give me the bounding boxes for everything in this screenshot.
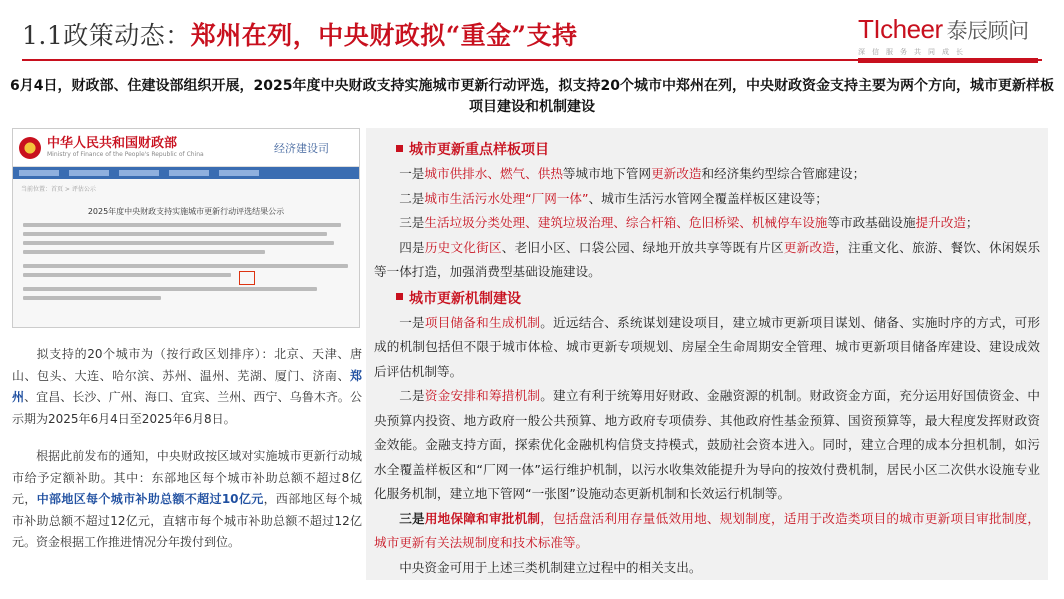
lead-summary: 6月4日，财政部、住建设部组织开展，2025年度中央财政支持实施城市更新行动评选，拟支持20个城市中郑州在列，中央财政资金支持主要为两个方向，城市更新样板项目建设和机制建设 (10, 78, 1054, 115)
logo-sub: 深信服务共同成长 (858, 48, 970, 56)
subsidy-paragraph: 根据此前发布的通知，中央财政按区域对实施城市更新行动城市给予定额补助。其中：东部地区每个城市补助总额不超过8亿元，中部地区每个城市补助总额不超过10亿元，西部地区每个城市补助总额不超过12亿元，直辖市每个城市补助总额不超过12亿元。资金根据工作推进情况分年拨付到位。 (12, 449, 362, 549)
ministry-name-en: Ministry of Finance of the People's Republic of China (47, 151, 204, 158)
section-heading-pilot-projects: 城市更新重点样板项目 (374, 138, 1040, 162)
ministry-section: 经济建设司 (274, 141, 329, 155)
ministry-nav (13, 167, 359, 179)
ministry-breadcrumb: 当前位置：首页 > 评估公示 (21, 186, 96, 193)
pilot-item-1: 一是城市供排水、燃气、供热等城市地下管网更新改造和经济集约型综合管廊建设； (399, 166, 866, 181)
bullet-square-icon (396, 293, 403, 300)
mechanism-item-1: 一是项目储备和生成机制。近远结合、系统谋划建设项目，建立城市更新项目谋划、储备、实施时序的方式，可形成的机制包括但不限于城市体检、城市更新专项规划、房屋全生命周期安全管理、城市更新项目储备库建设、建设成效后评估机制等。 (374, 314, 1041, 379)
pilot-item-3: 三是生活垃圾分类处理、建筑垃圾治理、综合杆箱、危旧桥梁、机械停车设施等市政基础设施提升改造； (399, 215, 979, 230)
title-main: 郑州在列，中央财政拟“重金”支持 (190, 21, 578, 50)
header (0, 0, 1064, 64)
notice-title: 2025年度中央财政支持实施城市更新行动评选结果公示 (87, 207, 285, 216)
section-heading-mechanisms: 城市更新机制建设 (374, 287, 1040, 311)
policy-panel (366, 128, 1048, 580)
ministry-name: 中华人民共和国财政部 (47, 136, 178, 151)
zhengzhou-highlight-box (239, 271, 255, 285)
logo-cn: 泰辰顾问 (946, 19, 1029, 43)
pilot-item-4: 四是历史文化街区、老旧小区、口袋公园、绿地开放共享等既有片区更新改造，注重文化、旅游、餐饮、休闲娱乐等一体打造，加强消费型基础设施建设。 (374, 239, 1041, 279)
zhengzhou-highlight: 郑州 (12, 368, 362, 404)
title-number: 1.1政策动态： (22, 21, 191, 50)
page-title (22, 16, 578, 52)
national-emblem-icon (19, 137, 41, 159)
ministry-screenshot (12, 128, 360, 328)
pilot-item-2: 二是城市生活污水处理“厂网一体”、城市生活污水管网全覆盖样板区建设等； (399, 190, 828, 206)
brand-logo (858, 14, 1048, 60)
mechanism-note: 中央资金可用于上述三类机制建立过程中的相关支出。 (399, 559, 702, 575)
bullet-square-icon (396, 145, 403, 152)
header-rule-accent (858, 58, 1038, 63)
mechanism-item-2: 二是资金安排和筹措机制。建立有利于统筹用好财政、金融资源的机制。财政资金方面，充分运用好国债资金、中央预算内投资、地方政府一般公共预算、地方政府专项债券、其他政府性基金预算、国资预算等，最大程度发挥财政资金效能。金融支持方面，探索优化金融机构信贷支持模式，鼓励社会资本进入。同时，建立合理的成本分担机制，如污水全覆盖样板区和“厂网一体”运行维护机制，以污水收集效能提升为导向的按效付费机制，居民小区二次供水设施专业化服务机制，建立地下管网“一张图”设施动态更新机制和长效运行机制等。 (374, 388, 1041, 501)
city-list-paragraph: 拟支持的20个城市为（按行政区划排序）：北京、天津、唐山、包头、大连、哈尔滨、苏州、温州、芜湖、厦门、济南、郑州、宜昌、长沙、广州、海口、宜宾、兰州、西宁、乌鲁木齐。公示期为2025年6月4日至2025年6月8日。 (12, 347, 362, 426)
logo-text: TIcheer (858, 14, 943, 44)
mechanism-item-3: 三是用地保障和审批机制，包括盘活利用存量低效用地、规划制度，适用于改造类项目的城市更新项目审批制度，城市更新有关法规制度和技术标准等。 (374, 510, 1041, 550)
central-region-highlight: 中部地区每个城市补助总额不超过10亿元 (36, 492, 264, 506)
